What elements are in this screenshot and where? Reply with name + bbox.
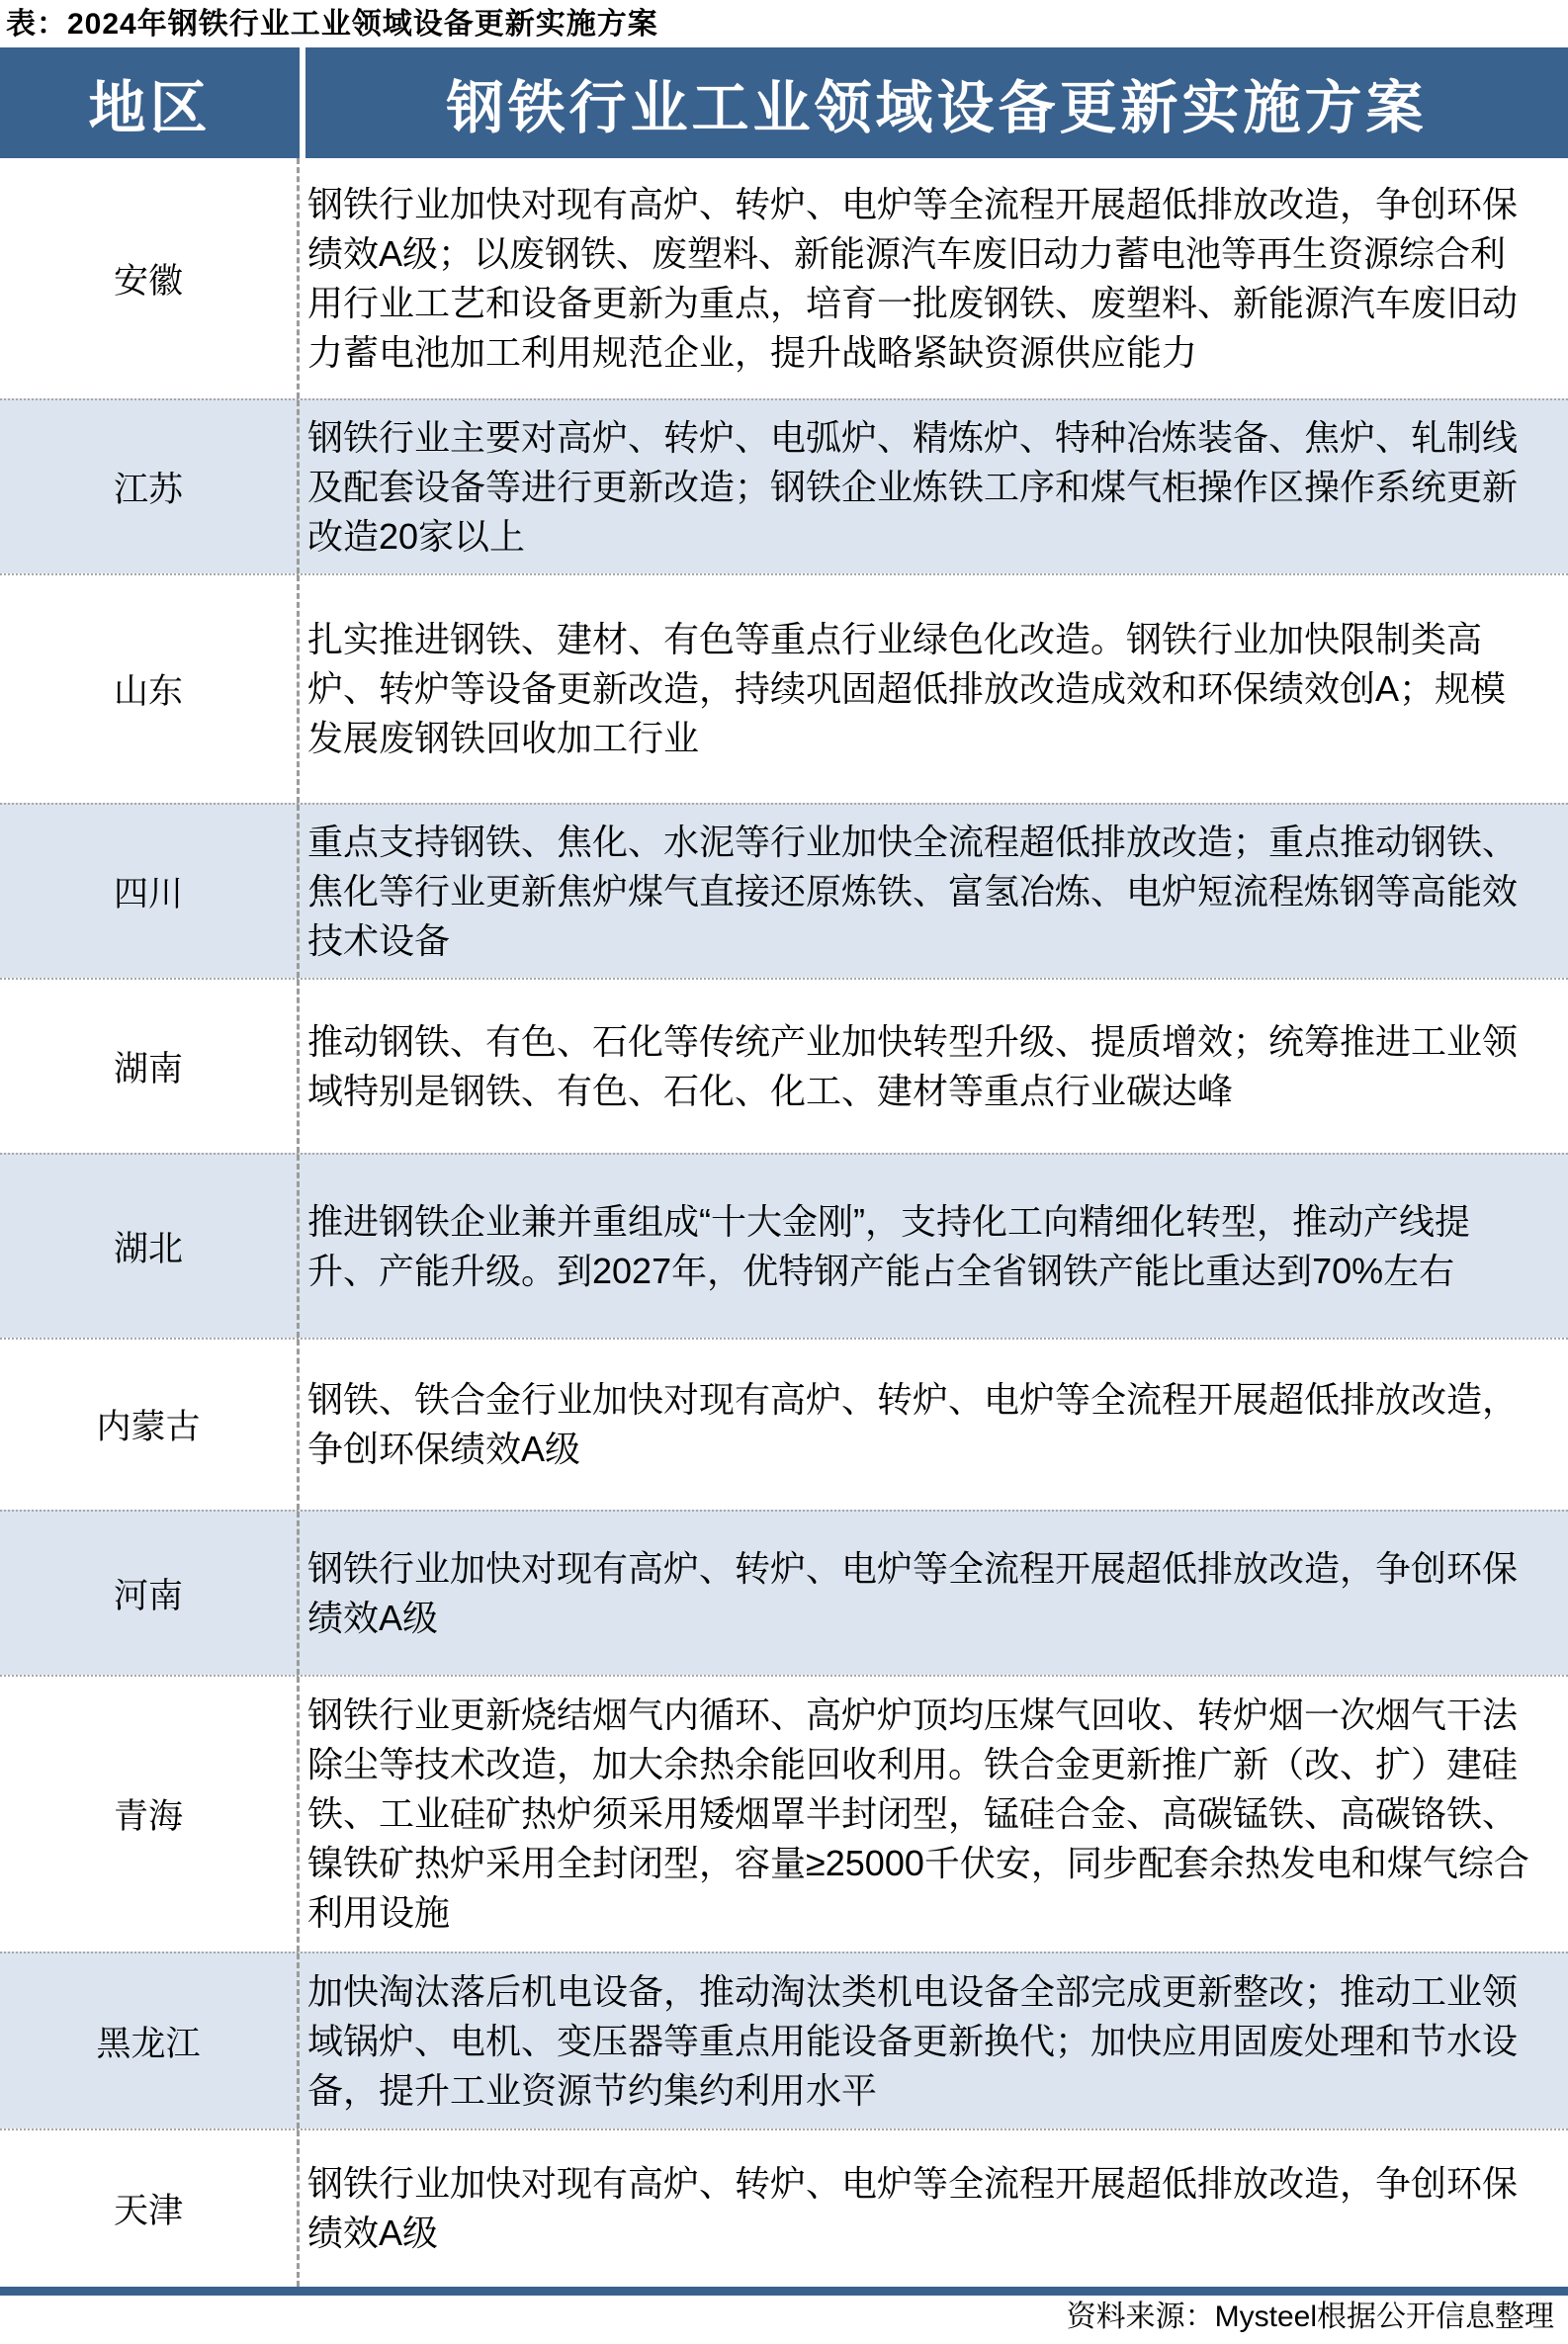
- plan-cell: [300, 1953, 1568, 2128]
- region-label: 湖北: [0, 1155, 300, 1338]
- table-row-neimenggu: [0, 1338, 1568, 1510]
- table-row-qinghai: [0, 1675, 1568, 1952]
- region-label: 江苏: [0, 400, 300, 573]
- table-row-shandong: [0, 573, 1568, 803]
- plan-text: 钢铁行业加快对现有高炉、转炉、电炉等全流程开展超低排放改造，争创环保绩效A级；以废钢铁、废塑料、新能源汽车废旧动力蓄电池等再生资源综合利用行业工艺和设备更新为重点，培育一批废钢铁、废塑料、新能源汽车废旧动力蓄电池加工利用规范企业，提升战略紧缺资源供应能力: [307, 183, 1519, 373]
- table-row-hunan: [0, 978, 1568, 1153]
- plan-cell: [300, 805, 1568, 978]
- plan-text: 扎实推进钢铁、建材、有色等重点行业绿色化改造。钢铁行业加快限制类高炉、转炉等设备更新改造，持续巩固超低排放改造成效和环保绩效创A；规模发展废钢铁回收加工行业: [307, 619, 1507, 758]
- table-row-jiangsu: [0, 398, 1568, 573]
- region-label: 青海: [0, 1677, 300, 1952]
- plan-text: 推动钢铁、有色、石化等传统产业加快转型升级、提质增效；统筹推进工业领域特别是钢铁、有色、石化、化工、建材等重点行业碳达峰: [307, 1020, 1519, 1111]
- plan-cell: [300, 1512, 1568, 1675]
- region-label: 安徽: [0, 158, 300, 398]
- region-label: 黑龙江: [0, 1953, 300, 2128]
- plan-text: 加快淘汰落后机电设备，推动淘汰类机电设备全部完成更新整改；推动工业领域锅炉、电机、变压器等重点用能设备更新换代；加快应用固废处理和节水设备，提升工业资源节约集约利用水平: [307, 1970, 1519, 2111]
- plan-cell: [300, 158, 1568, 398]
- table-row-sichuan: [0, 803, 1568, 978]
- plan-cell: [300, 1155, 1568, 1338]
- source-note: 资料来源：Mysteel根据公开信息整理: [1066, 2301, 1554, 2333]
- table-caption: 表：2024年钢铁行业工业领域设备更新实施方案: [6, 8, 658, 41]
- region-label: 四川: [0, 805, 300, 978]
- table-header-row: [0, 47, 1568, 158]
- plan-text: 钢铁行业主要对高炉、转炉、电弧炉、精炼炉、特种冶炼装备、焦炉、轧制线及配套设备等进行更新改造；钢铁企业炼铁工序和煤气柜操作区操作系统更新改造20家以上: [307, 416, 1519, 557]
- plan-text: 钢铁、铁合金行业加快对现有高炉、转炉、电炉等全流程开展超低排放改造，争创环保绩效A级: [307, 1379, 1519, 1469]
- table-bottom-border: [0, 2287, 1568, 2296]
- plan-text: 推进钢铁企业兼并重组成“十大金刚”，支持化工向精细化转型，推动产线提升、产能升级。到2027年，优特钢产能占全省钢铁产能比重达到70%左右: [307, 1200, 1470, 1291]
- plan-cell: [300, 575, 1568, 803]
- table-row-anhui: [0, 158, 1568, 398]
- plan-cell: [300, 980, 1568, 1153]
- plan-text: 钢铁行业加快对现有高炉、转炉、电炉等全流程开展超低排放改造，争创环保绩效A级: [307, 2163, 1519, 2253]
- table-row-heilongjiang: [0, 1952, 1568, 2128]
- table-row-henan: [0, 1510, 1568, 1675]
- region-label: 山东: [0, 575, 300, 803]
- region-label: 河南: [0, 1512, 300, 1675]
- plan-cell: [300, 1677, 1568, 1952]
- header-cell-plan: 钢铁行业工业领域设备更新实施方案: [305, 47, 1568, 158]
- plan-cell: [300, 2130, 1568, 2287]
- table-row-hubei: [0, 1153, 1568, 1338]
- region-label: 湖南: [0, 980, 300, 1153]
- header-cell-region: 地区: [0, 47, 300, 158]
- equipment-update-table: [0, 47, 1568, 2296]
- plan-text: 重点支持钢铁、焦化、水泥等行业加快全流程超低排放改造；重点推动钢铁、焦化等行业更新焦炉煤气直接还原炼铁、富氢冶炼、电炉短流程炼钢等高能效技术设备: [307, 821, 1519, 961]
- table-row-tianjin: [0, 2128, 1568, 2287]
- plan-text: 钢铁行业更新烧结烟气内循环、高炉炉顶均压煤气回收、转炉烟一次烟气干法除尘等技术改造，加大余热余能回收利用。铁合金更新推广新（改、扩）建硅铁、工业硅矿热炉须采用矮烟罩半封闭型，锰硅合金、高碳锰铁、高碳铬铁、镍铁矿热炉采用全封闭型，容量≥25000千伏安，同步配套余热发电和煤气综合利用设施: [307, 1694, 1529, 1933]
- plan-text: 钢铁行业加快对现有高炉、转炉、电炉等全流程开展超低排放改造，争创环保绩效A级: [307, 1547, 1519, 1638]
- plan-cell: [300, 400, 1568, 573]
- plan-cell: [300, 1340, 1568, 1510]
- region-label: 内蒙古: [0, 1340, 300, 1510]
- region-label: 天津: [0, 2130, 300, 2287]
